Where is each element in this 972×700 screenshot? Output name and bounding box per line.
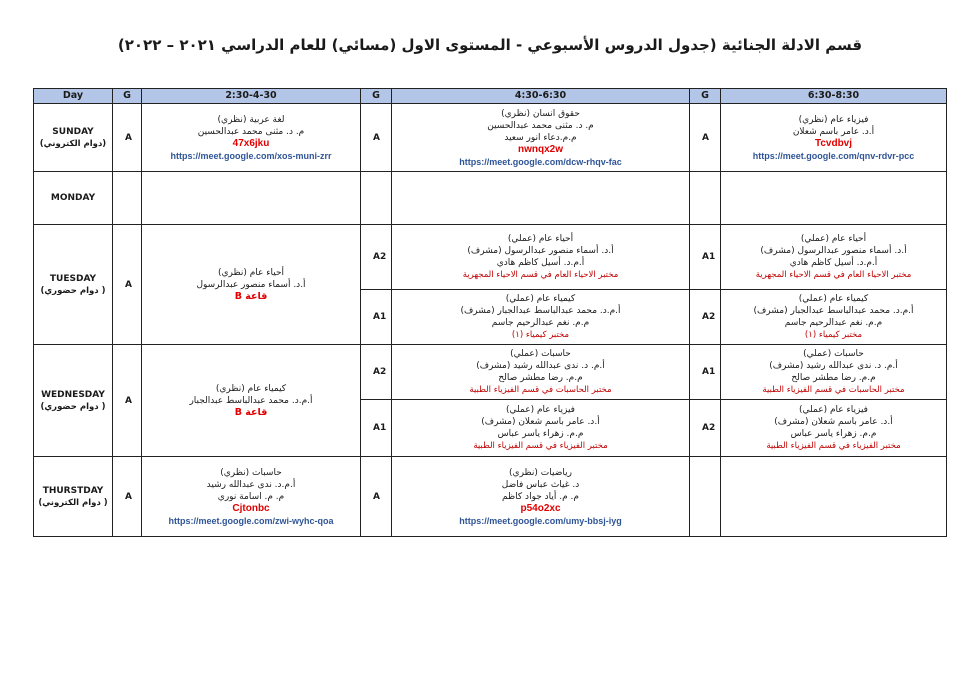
lab-location: مختبر الاحياء العام في قسم الاحياء المجهرية <box>755 270 912 280</box>
lab-location: مختبر الحاسبات في قسم الفيزياء الطبية <box>469 385 612 395</box>
class-code: 47x6jku <box>232 137 270 149</box>
class-code: Tcvdbvj <box>814 137 853 149</box>
session-cell <box>392 104 690 172</box>
subject: رياضيات (نظري) <box>509 467 572 478</box>
row-thursday <box>34 457 947 537</box>
lab-location: مختبر الاحياء العام في قسم الاحياء المجهرية <box>462 270 619 280</box>
header-slot-3: 6:30-8:30 <box>721 89 947 104</box>
group-cell: A <box>113 457 142 537</box>
teacher-2: م. م. أياد جواد كاظم <box>502 491 579 502</box>
header-group-3: G <box>690 89 721 104</box>
day-label: TUESDAY <box>49 273 97 284</box>
teacher-2: أ.م.د. أسيل كاظم هادي <box>789 258 878 268</box>
empty-cell <box>142 172 361 225</box>
subject: كيمياء عام (نظري) <box>215 383 287 394</box>
header-row <box>34 89 947 104</box>
group-cell: A1 <box>361 290 392 345</box>
row-sunday <box>34 104 947 172</box>
header-group-2: G <box>361 89 392 104</box>
day-mode: ( دوام حضوري) <box>40 285 106 296</box>
session-cell <box>721 400 947 457</box>
row-tuesday <box>34 225 947 290</box>
header-day: Day <box>34 89 113 104</box>
header-slot-1: 2:30-4-30 <box>142 89 361 104</box>
teacher-2: م.م. نغم عبدالرحيم جاسم <box>491 318 590 328</box>
schedule-table <box>33 88 947 537</box>
session-cell <box>721 225 947 290</box>
teacher: أ.م.د. محمد عبدالباسط عبدالجبار (مشرف) <box>753 306 914 316</box>
group-cell: A2 <box>690 290 721 345</box>
meet-link[interactable]: https://meet.google.com/zwi-wyhc-qoa <box>168 515 334 526</box>
teacher-2: م.م. نغم عبدالرحيم جاسم <box>784 318 883 328</box>
page-title: قسم الادلة الجنائية (جدول الدروس الأسبوعي - المستوى الاول (مسائي) للعام الدراسي ٢٠٢١ – ٢٠٢٢) <box>117 36 863 54</box>
session-cell <box>392 345 690 400</box>
meet-link[interactable]: https://meet.google.com/dcw-rhqv-fac <box>459 156 622 167</box>
group-cell: A <box>361 457 392 537</box>
session-cell <box>721 104 947 172</box>
lab-location: مختبر الحاسبات في قسم الفيزياء الطبية <box>762 385 905 395</box>
teacher: أ.م.د. محمد عبدالباسط عبدالجبار (مشرف) <box>460 306 621 316</box>
empty-cell <box>392 172 690 225</box>
subject: أحياء عام (نظري) <box>217 267 285 278</box>
group-cell: A <box>113 225 142 345</box>
teacher: أ.د. أسماء منصور عبدالرسول (مشرف) <box>760 246 907 256</box>
group-cell: A1 <box>690 345 721 400</box>
teacher: م. د. مثنى محمد عبدالحسين <box>487 120 594 131</box>
class-code: p54o2xc <box>520 502 561 514</box>
subject: أحياء عام (عملي) <box>507 234 574 244</box>
header-slot-2: 4:30-6:30 <box>392 89 690 104</box>
group-cell: A <box>113 345 142 457</box>
room: قاعة B <box>234 290 268 302</box>
meet-link[interactable]: https://meet.google.com/umy-bbsj-iyg <box>459 515 622 526</box>
lab-location: مختبر كيمياء (١) <box>804 330 863 340</box>
group-cell: A2 <box>361 225 392 290</box>
day-thursday <box>34 457 113 537</box>
subject: فيزياء عام (عملي) <box>799 405 868 415</box>
group-cell: A <box>113 104 142 172</box>
day-label: THURSTDAY <box>42 485 104 496</box>
teacher-2: م.م. رضا مطشر صالح <box>498 373 583 383</box>
teacher: أ.د. عامر باسم شعلان (مشرف) <box>481 417 600 427</box>
subject: أحياء عام (عملي) <box>800 234 867 244</box>
subject: كيمياء عام (عملي) <box>505 294 576 304</box>
session-cell <box>392 457 690 537</box>
day-wednesday <box>34 345 113 457</box>
lab-location: مختبر الفيزياء في قسم الفيزياء الطبية <box>766 441 901 451</box>
teacher: أ.د. عامر باسم شعلان (مشرف) <box>774 417 893 427</box>
day-mode: (دوام الكتروني) <box>39 138 107 149</box>
session-cell <box>142 104 361 172</box>
subject: فيزياء عام (عملي) <box>506 405 575 415</box>
subject: لغة عربية (نظري) <box>217 114 285 125</box>
session-cell <box>142 457 361 537</box>
row-monday <box>34 172 947 225</box>
teacher: د. غياث عباس فاضل <box>501 479 580 490</box>
session-cell <box>142 345 361 457</box>
session-cell <box>392 290 690 345</box>
session-cell <box>142 225 361 345</box>
lab-location: مختبر الفيزياء في قسم الفيزياء الطبية <box>473 441 608 451</box>
teacher-2: أ.م.د. أسيل كاظم هادي <box>496 258 585 268</box>
day-label: SUNDAY <box>52 126 94 137</box>
row-wednesday <box>34 345 947 400</box>
empty-cell <box>721 457 947 537</box>
teacher: أ.م. د. ندى عبدالله رشيد (مشرف) <box>476 361 605 371</box>
day-mode: ( دوام حضوري) <box>40 401 106 412</box>
empty-cell <box>690 172 721 225</box>
meet-link[interactable]: https://meet.google.com/xos-muni-zrr <box>170 150 332 161</box>
group-cell: A1 <box>361 400 392 457</box>
teacher-2: م. م. اسامة نوري <box>217 491 285 502</box>
teacher-2: م.م. زهراء ياسر عباس <box>497 429 584 439</box>
group-cell: A2 <box>361 345 392 400</box>
group-cell: A <box>690 104 721 172</box>
session-cell <box>721 345 947 400</box>
subject: حقوق انسان (نظري) <box>501 108 580 119</box>
subject: كيمياء عام (عملي) <box>798 294 869 304</box>
day-mode: ( دوام الكتروني) <box>38 497 108 508</box>
class-code: Cjtonbc <box>232 502 270 514</box>
subject: حاسبات (عملي) <box>510 349 571 359</box>
day-label: WEDNESDAY <box>41 389 105 400</box>
empty-cell <box>113 172 142 225</box>
empty-cell <box>361 172 392 225</box>
class-code: nwnqx2w <box>517 143 563 155</box>
room: قاعة B <box>234 406 268 418</box>
group-cell: A2 <box>690 400 721 457</box>
day-monday: MONDAY <box>34 172 113 225</box>
group-cell: A <box>361 104 392 172</box>
teacher: أ.م.د. ندى عبدالله رشيد <box>206 479 296 490</box>
teacher: أ.د. أسماء منصور عبدالرسول <box>196 279 306 290</box>
teacher: أ.د. عامر باسم شعلان <box>792 126 875 137</box>
day-sunday <box>34 104 113 172</box>
subject: حاسبات (نظري) <box>220 467 282 478</box>
day-tuesday <box>34 225 113 345</box>
teacher: أ.د. أسماء منصور عبدالرسول (مشرف) <box>467 246 614 256</box>
teacher: م. د. مثنى محمد عبدالحسين <box>197 126 305 137</box>
teacher: أ.م. د. ندى عبدالله رشيد (مشرف) <box>769 361 898 371</box>
session-cell <box>721 290 947 345</box>
meet-link[interactable]: https://meet.google.com/qnv-rdvr-pcc <box>752 150 915 161</box>
header-group-1: G <box>113 89 142 104</box>
group-cell: A1 <box>690 225 721 290</box>
teacher: أ.م.د. محمد عبدالباسط عبدالجبار <box>189 395 313 406</box>
lab-location: مختبر كيمياء (١) <box>511 330 570 340</box>
empty-cell <box>690 457 721 537</box>
teacher-2: م.م.دعاء انور سعيد <box>504 132 577 143</box>
empty-cell <box>721 172 947 225</box>
teacher-2: م.م. رضا مطشر صالح <box>791 373 876 383</box>
session-cell <box>392 225 690 290</box>
teacher-2: م.م. زهراء ياسر عباس <box>790 429 877 439</box>
subject: حاسبات (عملي) <box>803 349 864 359</box>
session-cell <box>392 400 690 457</box>
subject: فيزياء عام (نظري) <box>798 114 869 125</box>
